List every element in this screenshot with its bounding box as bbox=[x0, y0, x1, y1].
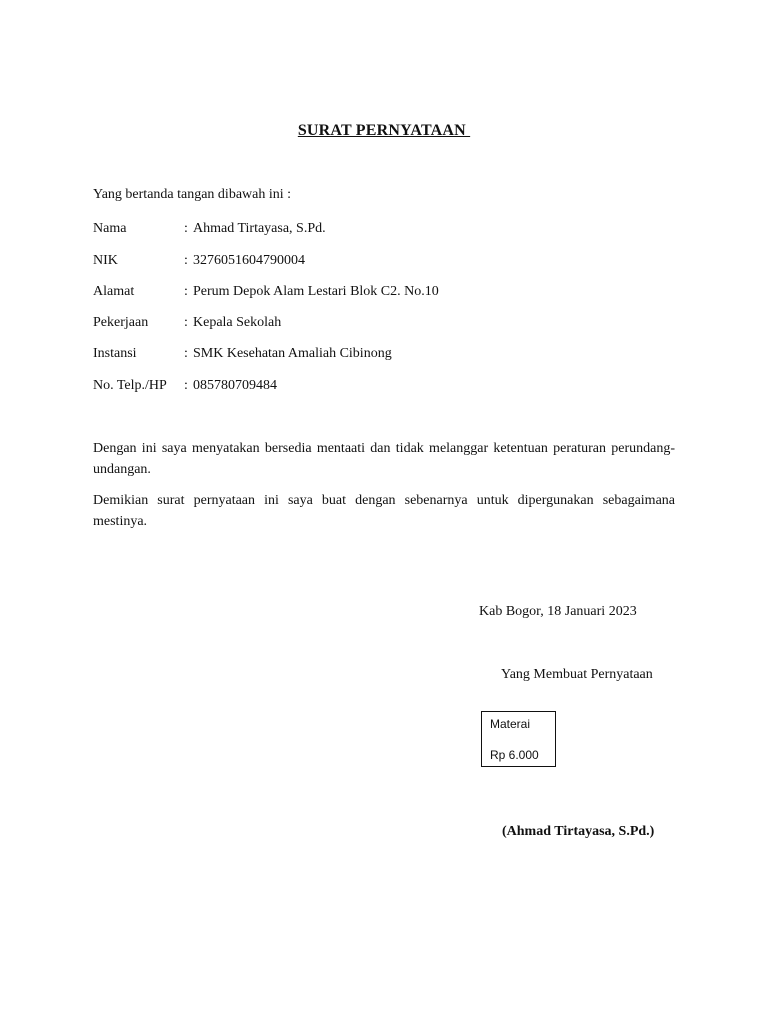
field-row-nama bbox=[93, 221, 693, 241]
field-value: Perum Depok Alam Lestari Blok C2. No.10 bbox=[193, 284, 439, 299]
field-row-telp bbox=[93, 378, 693, 398]
field-row-instansi bbox=[93, 346, 693, 366]
field-value: SMK Kesehatan Amaliah Cibinong bbox=[193, 346, 392, 361]
field-label: Instansi bbox=[93, 346, 137, 361]
field-colon: : bbox=[184, 378, 188, 393]
field-colon: : bbox=[184, 253, 188, 268]
field-value: Ahmad Tirtayasa, S.Pd. bbox=[193, 221, 326, 236]
stamp-label: Materai bbox=[490, 717, 531, 731]
stamp-box bbox=[481, 711, 556, 767]
signer-name: (Ahmad Tirtayasa, S.Pd.) bbox=[502, 824, 655, 839]
stamp-value: Rp 6.000 bbox=[490, 748, 539, 762]
place-date: Kab Bogor, 18 Januari 2023 bbox=[479, 604, 637, 619]
field-value: 3276051604790004 bbox=[193, 253, 305, 268]
field-label: Alamat bbox=[93, 284, 135, 299]
field-colon: : bbox=[184, 221, 188, 236]
field-label: NIK bbox=[93, 253, 118, 268]
field-colon: : bbox=[184, 284, 188, 299]
field-colon: : bbox=[184, 315, 188, 330]
field-row-alamat bbox=[93, 284, 693, 304]
signer-caption: Yang Membuat Pernyataan bbox=[501, 667, 653, 682]
intro-text: Yang bertanda tangan dibawah ini : bbox=[93, 187, 292, 202]
field-label: No. Telp./HP bbox=[93, 378, 167, 393]
field-colon: : bbox=[184, 346, 188, 361]
field-value: Kepala Sekolah bbox=[193, 315, 282, 330]
closing-paragraph: Demikian surat pernyataan ini saya buat dengan sebenarnya untuk dipergunakan sebagaimana mestinya. bbox=[93, 493, 675, 529]
field-row-nik bbox=[93, 253, 693, 273]
field-value: 085780709484 bbox=[193, 378, 277, 393]
field-label: Nama bbox=[93, 221, 127, 236]
field-row-pekerjaan bbox=[93, 315, 693, 335]
document-title: SURAT PERNYATAAN bbox=[297, 122, 471, 139]
field-label: Pekerjaan bbox=[93, 315, 149, 330]
statement-paragraph: Dengan ini saya menyatakan bersedia mentaati dan tidak melanggar ketentuan peraturan perundang-undangan. bbox=[93, 441, 675, 477]
